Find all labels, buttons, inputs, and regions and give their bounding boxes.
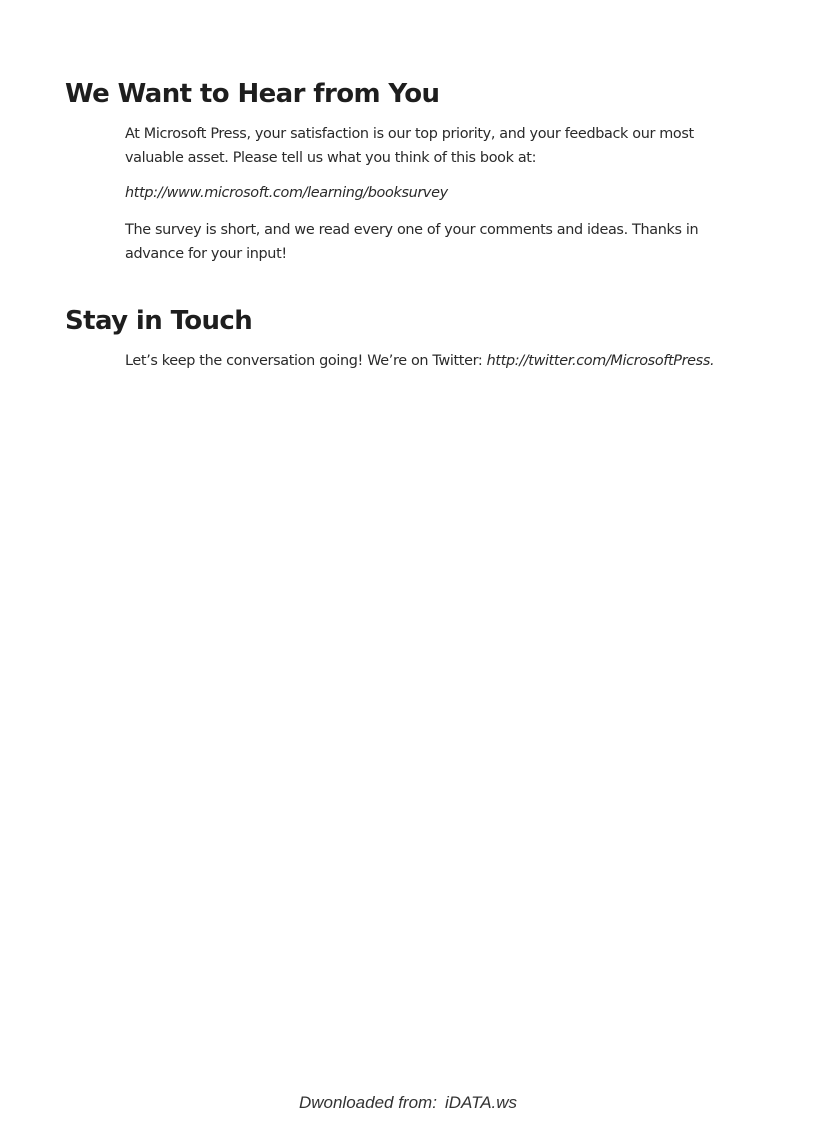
survey-url-link[interactable]: http://www.microsoft.com/learning/booksurvey [125, 185, 448, 201]
feedback-intro-paragraph [125, 122, 725, 170]
footer-label: Dwonloaded from: [298, 1093, 437, 1112]
stay-in-touch-line [125, 349, 725, 373]
section-heading-stay-in-touch: Stay in Touch [65, 306, 253, 336]
stay-in-touch-paragraph [125, 349, 725, 373]
survey-url-paragraph [125, 181, 725, 205]
survey-info-text: The survey is short, and we read every one of your comments and ideas. Thanks in advance for your input! [125, 222, 699, 262]
survey-info-paragraph [125, 218, 725, 266]
section-heading-feedback: We Want to Hear from You [65, 79, 440, 109]
footer-site: iDATA.ws [444, 1093, 518, 1112]
twitter-url-link[interactable]: http://twitter.com/MicrosoftPress. [486, 353, 715, 369]
download-footer [0, 1093, 816, 1113]
feedback-intro-text: At Microsoft Press, your satisfaction is our top priority, and your feedback our most valuable asset. Please tell us what you think of this book at: [125, 126, 694, 166]
stay-in-touch-text: Let’s keep the conversation going! We’re on Twitter: [125, 353, 487, 369]
